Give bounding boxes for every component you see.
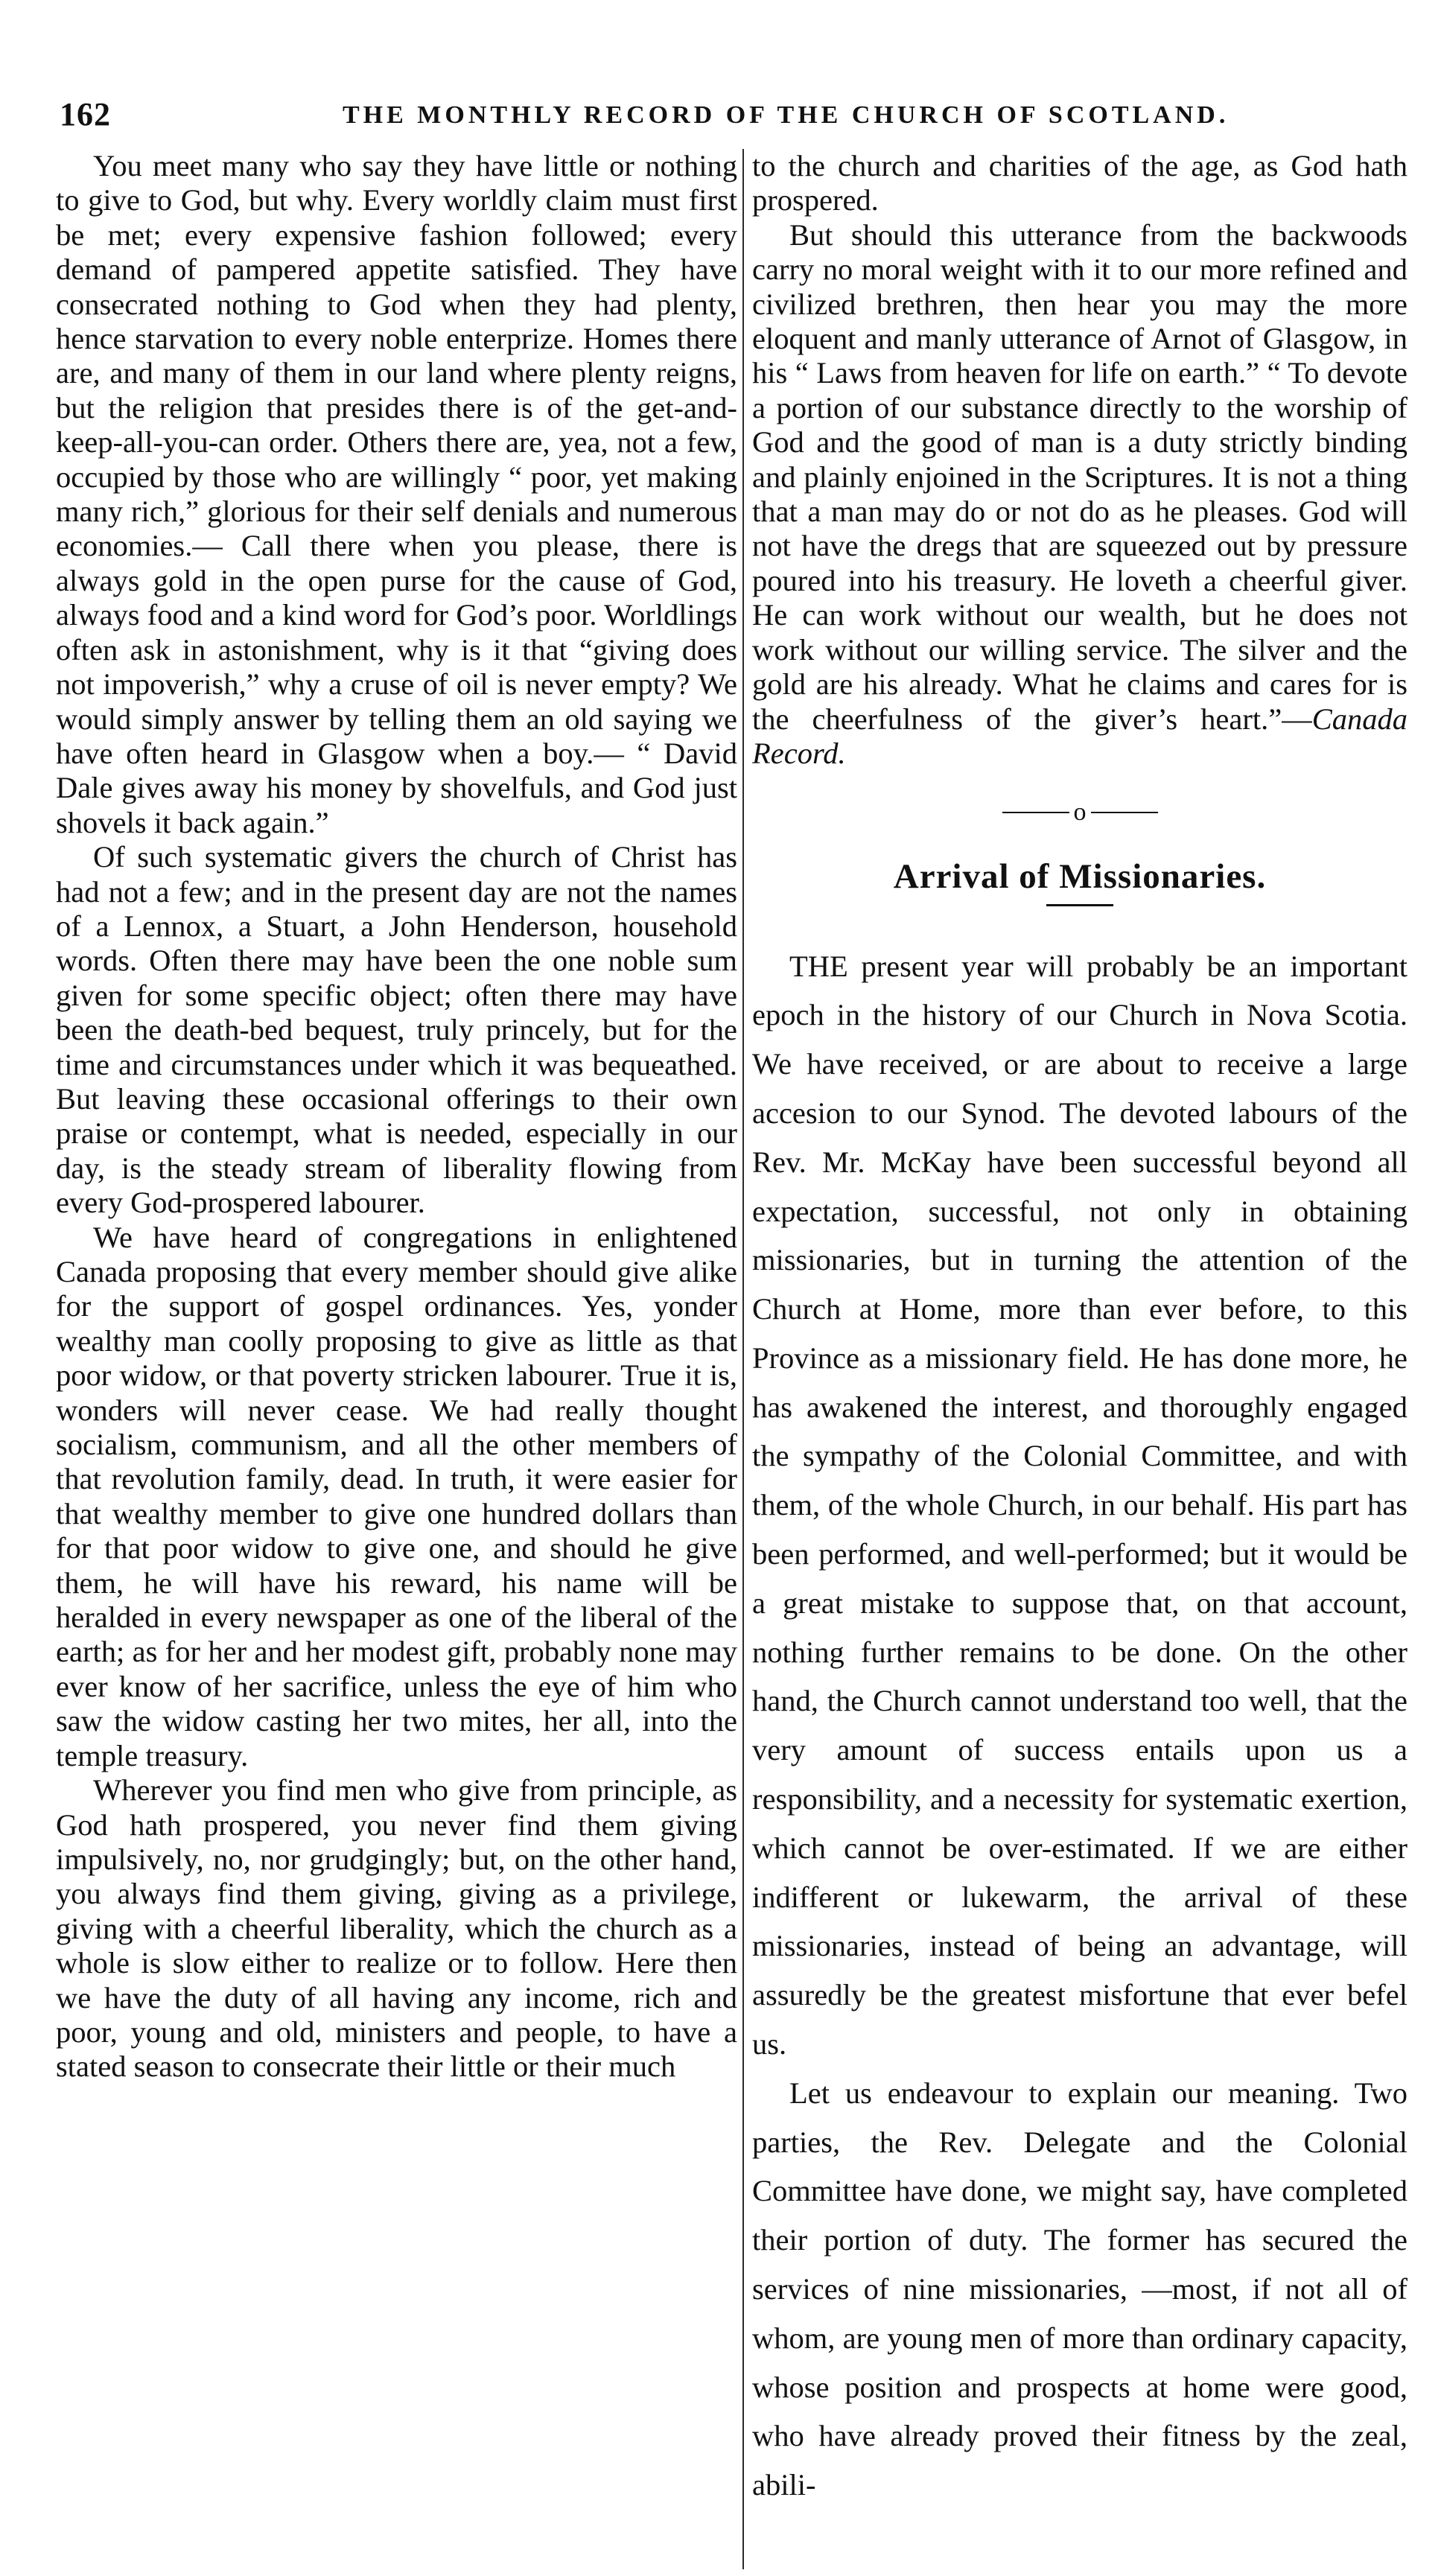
paragraph-arnot-quote (752, 218, 1407, 772)
arnot-quote-text: But should this utterance from the backwoods carry no moral weight with it to our more refined and civilized brethren, then hear you may the more eloquent and manly utterance of Arnot of Glasgow, in his “ Laws from heaven for life on earth.” “ To devote a portion of our substance directly to the worship of God and the good of man is a duty strictly binding and plainly enjoined in the Scriptures. It is not a thing that a man may do or not do as he pleases. God will not have the dregs that are squeezed out by pressure poured into his treasury. He loveth a cheerful giver. He can work without our wealth, but he does not work without our willing service. The silver and the gold are his already. What he claims and cares for is the cheerfulness of the giver’s heart.”— (752, 217, 1407, 736)
article-title: Arrival of Missionaries. (893, 856, 1267, 896)
source-citation: Canada Record. (752, 702, 1407, 770)
divider-line-left (1002, 812, 1069, 813)
paragraph-giving-to-god: You meet many who say they have little or nothing to give to God, but why. Every worldly claim must first be met; every expensive fashion followed; every demand of pampered appetite satisfied. They have consecrated nothing to God when they had plenty, hence starvation to every noble enterprize. Homes there are, and many of them in our land where plenty reigns, but the religion that presides there is of the get-and-keep-all-you-can order. Others there are, yea, not a few, occupied by those who are willingly “ poor, yet making many rich,” glorious for their self denials and numerous economies.— Call there when you please, there is always gold in the open purse for the cause of God, always food and a kind word for God’s poor. Worldlings often ask in astonishment, why is it that “giving does not impoverish,” why a cruse of oil is never empty? We would simply answer by telling them an old saying we have often heard in Glasgow when a boy.— “ David Dale gives away his money by shovelfuls, and God just shovels it back again.” (56, 149, 737, 839)
column-rule (742, 149, 744, 2569)
paragraph-congregations-canada: We have heard of congregations in enlightened Canada proposing that every member should give alike for the support of gospel ordinances. Yes, yonder wealthy man coolly proposing to give as little as that poor widow, or that poverty stricken labourer. True it is, wonders will never cease. We had really thought socialism, communism, and all the other members of that revolution family, dead. In truth, it were easier for that wealthy member to give one hundred dollars than for that poor widow to give one, and should he give them, he will have his reward, his name will be heralded in every newspaper as one of the liberal of the earth; as for her and her modest gift, probably none may ever know of her sacrifice, unless the eye of him who saw the widow casting her two mites, her all, into the temple treasury. (56, 1220, 737, 1772)
paragraph-continuation: to the church and charities of the age, as God hath prospered. (752, 149, 1407, 217)
page-header (60, 95, 1400, 147)
paragraph-explain-meaning: Let us endeavour to explain our meaning. Two parties, the Rev. Delegate and the Colonial Committee have done, we might say, have completed their portion of duty. The former has secured the services of nine missionaries, —most, if not all of whom, are young men of more than ordinary capacity, whose position and prospects at home were good, who have already proved their fitness by the zeal, abili- (752, 2076, 1407, 2502)
section-divider (752, 796, 1407, 826)
page-number: 162 (60, 96, 111, 133)
running-head: THE MONTHLY RECORD OF THE CHURCH OF SCOTLAND. (343, 101, 1230, 129)
right-column (752, 149, 1407, 2510)
divider-line-right (1091, 812, 1158, 813)
article-body (752, 942, 1407, 2510)
paragraph-present-year: THE present year will probably be an important epoch in the history of our Church in Nova Scotia. We have received, or are about to receive a large accesion to our Synod. The devoted labours of the Rev. Mr. McKay have been successful beyond all expectation, successful, not only in obtaining missionaries, but in turning the attention of the Church at Home, more than ever before, to this Province as a missionary field. He has done more, he has awakened the interest, and thoroughly engaged the sympathy of the Colonial Committee, and with them, of the whole Church, in our behalf. His part has been performed, and well-performed; but it would be a great mistake to suppose that, on that account, nothing further remains to be done. On the other hand, the Church cannot understand too well, that the very amount of success entails upon us a responsibility, and a necessity for systematic exertion, which cannot be over-estimated. If we are either indifferent or lukewarm, the arrival of these missionaries, instead of being an advantage, will assuredly be the greatest misfortune that ever befel us. (752, 949, 1407, 2061)
divider-mark: o (1073, 798, 1087, 826)
previous-article-end (752, 149, 1407, 771)
title-underline (1046, 904, 1113, 906)
paragraph-systematic-givers: Of such systematic givers the church of Christ has had not a few; and in the present day are not the names of a Lennox, a Stuart, a John Henderson, household words. Often there may have been the one noble sum given for some specific object; often there may have been the death-bed bequest, truly princely, but for the time and circumstances under which it was bequeathed. But leaving these occasional offerings to their own praise or contempt, what is needed, especially in our day, is the steady stream of liberality flowing from every God-prospered labourer. (56, 840, 737, 1220)
left-column (56, 149, 737, 2084)
paragraph-give-from-principle: Wherever you find men who give from principle, as God hath prospered, you never find them giving impulsively, no, nor grudgingly; but, on the other hand, you always find them giving, giving as a privilege, giving with a cheerful liberality, which the church as a whole is slow either to realize or to follow. Here then we have the duty of all having any income, rich and poor, young and old, ministers and people, to have a stated season to consecrate their little or their much (56, 1773, 737, 2084)
